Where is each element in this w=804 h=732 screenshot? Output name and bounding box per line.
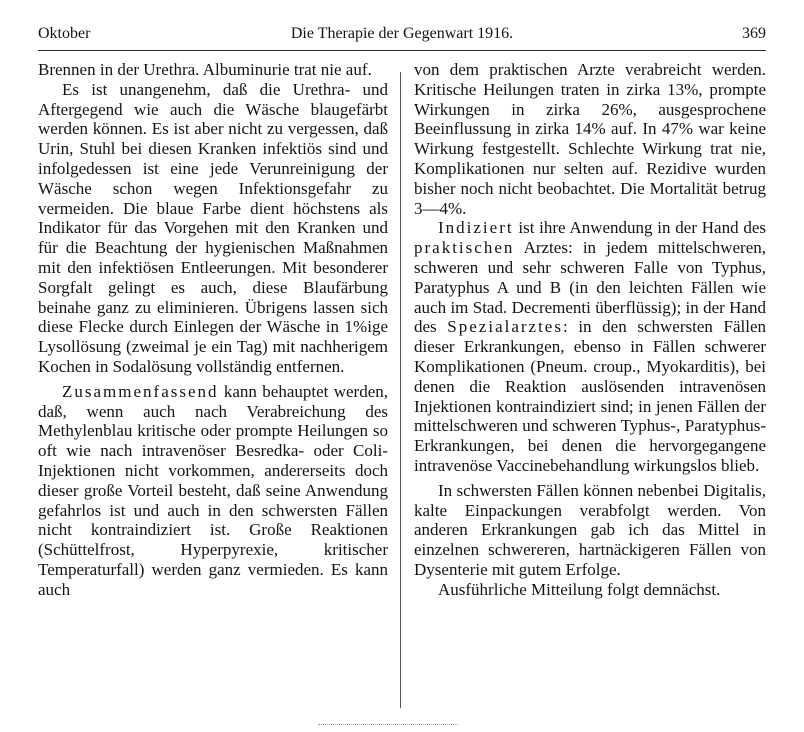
spaced-emphasis-praktischen: praktischen	[414, 238, 515, 258]
right-paragraph-3: In schwersten Fällen können nebenbei Digitalis, kalte Einpackungen verabfolgt werden. Von anderen Erkrankungen gab ich das Mittel in einzelnen schwereren, hartnäckigeren Fällen von Dysenterie mit gutem Erfolge.	[414, 480, 766, 579]
running-header	[38, 22, 766, 46]
spaced-emphasis-indiziert: Indiziert	[438, 218, 514, 238]
right-paragraph-2-text-a: ist ihre Anwendung in der Hand des	[513, 218, 766, 238]
right-paragraph-2	[414, 218, 766, 475]
right-paragraph-2-text-c: : in den schwersten Fällen dieser Erkrankungen, ebenso in Fällen schwerer Komplikationen (Pneum. croup., Myokarditis), bei denen die Reaktion auslösenden intravenösen Injektionen kontraindiziert sind; in jenen Fällen der mittelschweren und schweren Typhus-, Paratyphus-Erkrankungen, bei denen die hervorgegangene intravenöse Vaccinebehandlung wirkungslos blieb.	[414, 317, 766, 475]
right-paragraph-1: von dem praktischen Arzte verabreicht werden. Kritische Heilungen traten in zirka 13%, prompte Wirkungen in zirka 26%, ausgesprochene Beeinflussung in zirka 14% auf. In 47% war keine Wirkung festgestellt. Schlechte Wirkung trat nie, Komplikationen nur selten auf. Rezidive wurden bisher noch nicht beobachtet. Die Mortalität betrug 3—4%.	[414, 60, 766, 218]
left-paragraph-2: Es ist unangenehm, daß die Urethra- und Aftergegend wie auch die Wäsche blaugefärbt werden können. Es ist aber nicht zu vergessen, daß Urin, Stuhl bei diesen Kranken infektiös sind und infolgedessen ist eine jede Verunreinigung der Wäsche schon wegen Infektionsgefahr zu vermeiden. Die blaue Farbe dient höchstens als Indikator für das Vorgehen mit den Kranken und für die Beachtung der hygienischen Maßnahmen mit den infektiösen Entleerungen. Mit besonderer Sorgfalt gelingt es auch, diese Blaufärbung beinahe ganz zu eliminieren. Übrigens lassen sich diese Flecke durch Einlegen der Wäsche in 1%ige Lysollösung (zweimal je ein Tag) mit nachherigem Kochen in Sodalösung vollständig entfernen.	[38, 79, 388, 376]
left-paragraph-1: Brennen in der Urethra. Albuminurie trat nie auf.	[38, 60, 372, 79]
header-journal-title: Die Therapie der Gegenwart 1916.	[290, 25, 514, 42]
right-paragraph-4: Ausführliche Mitteilung folgt demnächst.	[438, 579, 721, 599]
spaced-emphasis-spezialarztes: Spezialarztes	[447, 317, 563, 337]
header-rule	[38, 50, 766, 51]
right-column	[414, 60, 766, 600]
header-page-number: 369	[742, 25, 766, 42]
spaced-emphasis-zusammenfassend: Zusammenfassend	[62, 381, 219, 401]
left-paragraph-3-text: kann behauptet werden, daß, wenn auch nach Verabreichung des Methylenblau kritische oder prompte Heilungen so oft wie nach intravenöser Besredka- oder Coli-Injektionen nicht vorkommen, andererseits doch dieser große Vorteil besteht, daß seine Anwendung gefahrlos ist und auch in den schwersten Fällen nicht kontraindiziert ist. Große Reaktionen (Schüttelfrost, Hyperpyrexie, kritischer Temperaturfall) werden ganz vermieden. Es kann auch	[38, 381, 388, 599]
left-column	[38, 60, 388, 600]
page-bottom-mark	[318, 724, 458, 725]
left-paragraph-3	[38, 382, 388, 600]
header-month: Oktober	[38, 25, 91, 42]
right-paragraph-2-text-b: Arztes: in jedem mittelschweren, schweren und sehr schweren Falle von Typhus, Paratyphus A und B (in den leichten Fällen wie auch im Stad. Decrementi überflüssig); in der Hand des	[414, 238, 766, 337]
column-divider	[400, 72, 401, 708]
